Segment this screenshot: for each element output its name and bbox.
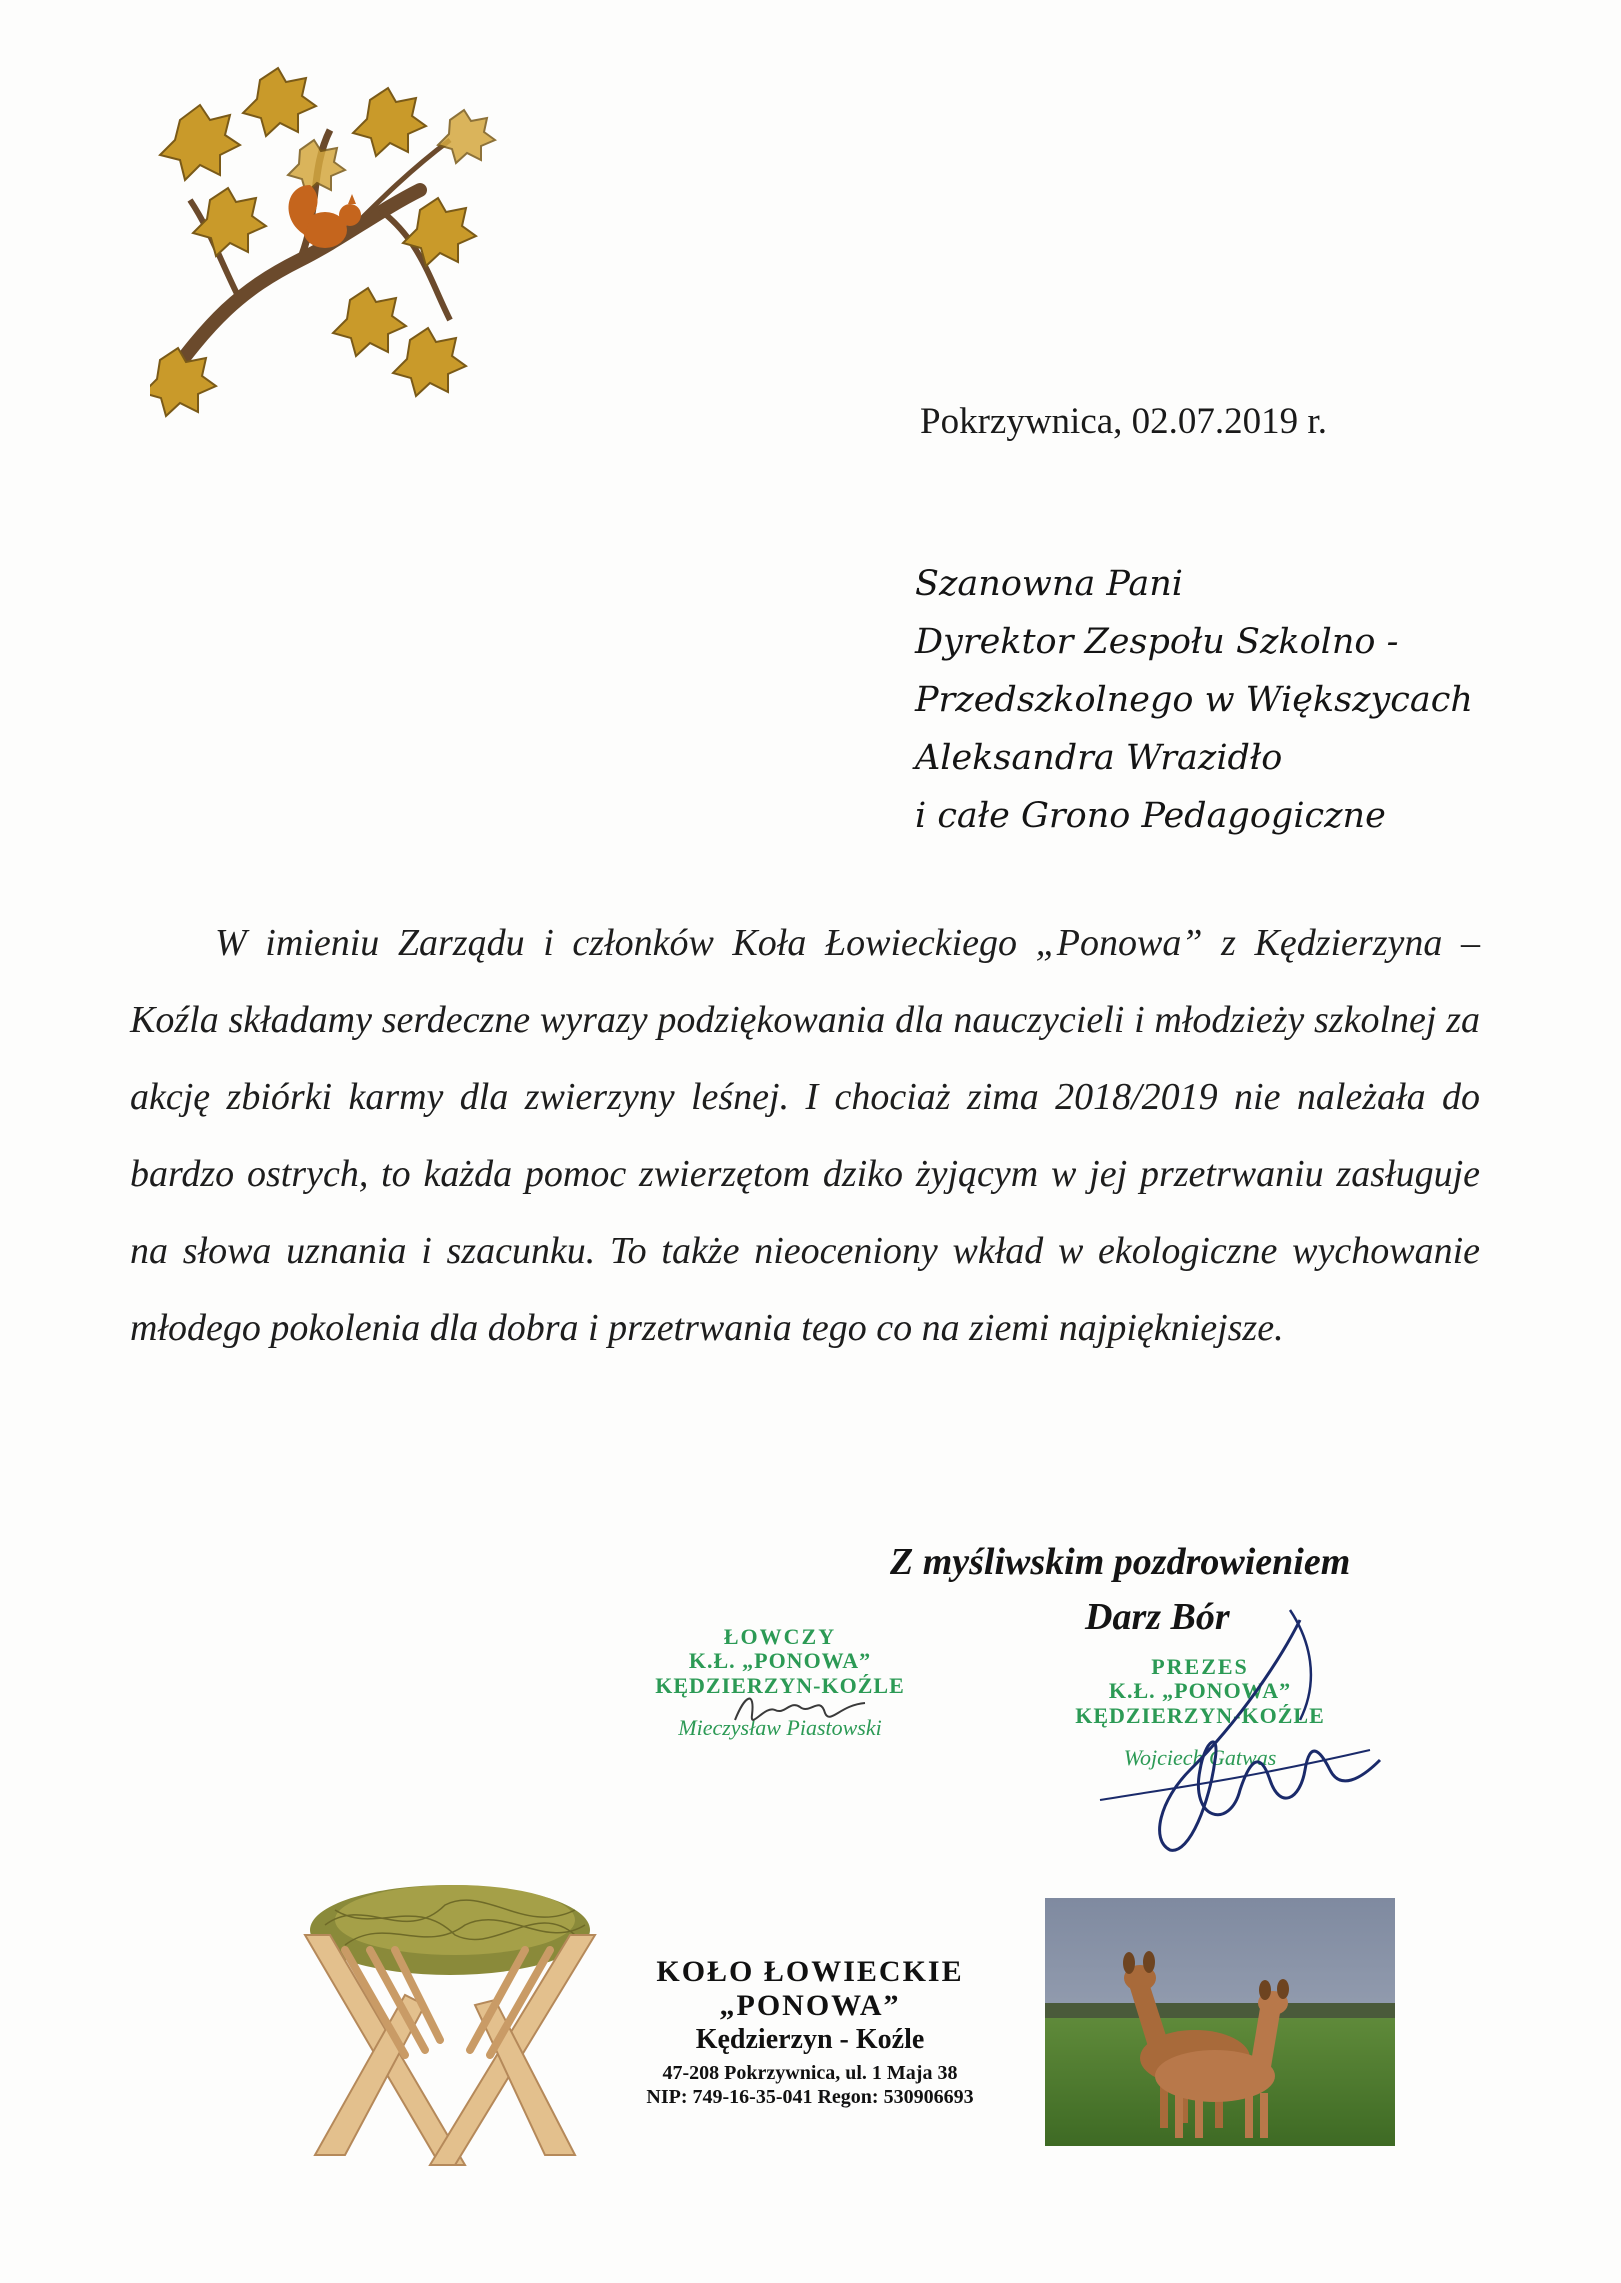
recipient-line: Aleksandra Wrazidło xyxy=(915,738,1283,778)
stamp-org: K.Ł. „PONOWA” xyxy=(688,1648,872,1673)
signature-lowczy xyxy=(730,1685,870,1735)
stamp-name: Wojciech Gatwas xyxy=(1123,1745,1277,1770)
stamp-city: KĘDZIERZYN-KOŹLE xyxy=(655,1673,905,1698)
club-name: KOŁO ŁOWIECKIE xyxy=(656,1955,964,1988)
club-city: Kędzierzyn - Koźle xyxy=(695,2024,925,2055)
stamp-title: ŁOWCZY xyxy=(723,1624,837,1649)
letter-body: W imieniu Zarządu i członków Koła Łowieckiego „Ponowa” z Kędzierzyna – Koźla składamy serdeczne wyrazy podziękowania dla nauczycieli i młodzieży szkolnej za akcję zbiórki karmy dla zwierzyny leśnej. I chociaż zima 2018/2019 nie należała do bardzo ostrych, to każda pomoc zwierzętom dziko żyjącym w jej przetrwaniu zasługuje na słowa uznania i szacunku. To także nieoceniony wkład w ekologiczne wychowanie młodego pokolenia dla dobra i przetrwania tego co na ziemi najpiękniejsze. xyxy=(130,922,1480,1349)
recipient-line: i całe Grono Pedagogiczne xyxy=(915,796,1386,836)
stamp-org: K.Ł. „PONOWA” xyxy=(1108,1678,1292,1703)
recipient-block xyxy=(915,555,1555,845)
club-stamp xyxy=(600,1955,1020,2109)
roe-deer-photo xyxy=(1045,1898,1395,2146)
stamp-city: KĘDZIERZYN-KOŹLE xyxy=(1075,1703,1325,1728)
date-line: Pokrzywnica, 02.07.2019 r. xyxy=(920,401,1327,442)
club-address: 47-208 Pokrzywnica, ul. 1 Maja 38 xyxy=(662,2062,958,2084)
club-ponowa: „PONOWA” xyxy=(719,1989,901,2022)
club-nip-regon: NIP: 749-16-35-041 Regon: 530906693 xyxy=(646,2086,974,2108)
recipient-line: Przedszkolnego w Większycach xyxy=(915,680,1473,720)
oak-squirrel-illustration xyxy=(150,60,500,420)
signature-prezes xyxy=(1040,1600,1400,1870)
feeding-manger-illustration xyxy=(285,1855,615,2180)
stamp-name: Mieczysław Piastowski xyxy=(678,1715,882,1740)
closing-darz-bor: Darz Bór xyxy=(1085,1596,1230,1638)
recipient-line: Szanowna Pani xyxy=(915,564,1183,604)
closing-greeting: Z myśliwskim pozdrowieniem xyxy=(890,1541,1351,1583)
recipient-line: Dyrektor Zespołu Szkolno - xyxy=(915,622,1399,662)
stamp-title: PREZES xyxy=(1151,1654,1249,1679)
